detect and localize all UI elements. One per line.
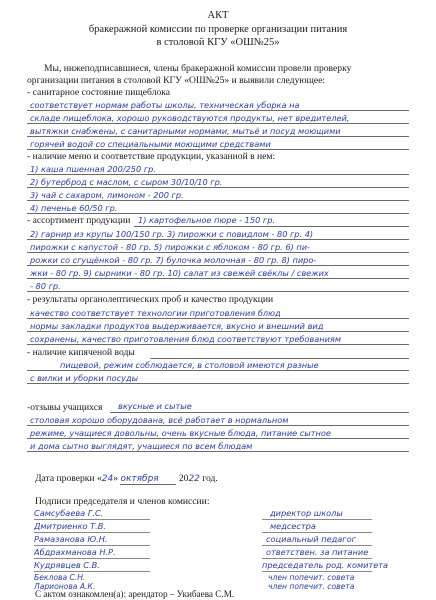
handwritten-line: и дома сытно выглядят, учащиеся по всем блюдам: [30, 441, 253, 451]
document-subtitle: бракеражной комиссии по проверке организации питания: [88, 24, 348, 35]
signature-name: Дмитриенко Т.В.: [34, 521, 106, 531]
handwritten-line: сохранены, качество приготовления блюд соответствуют требованиям: [30, 334, 342, 344]
signature-line: [34, 532, 150, 533]
rule: [27, 425, 409, 426]
handwritten-line: пищевой, режим соблюдается, в столовой имеются разные: [60, 360, 319, 370]
rule: [27, 239, 409, 240]
handwritten-line: жки - 80 гр. 9) сырники - 80 гр. 10) салат из свежей свёклы / свежих: [30, 268, 329, 278]
handwritten-line: соответствует нормам работы школы, техническая уборка на: [30, 100, 300, 110]
handwritten-line: 1) каша пшенная 200/250 гр.: [30, 164, 156, 174]
rule: [110, 412, 409, 413]
date-day: 24: [101, 474, 114, 484]
rule: [27, 318, 409, 319]
signature-role: председатель род. комитета: [262, 560, 389, 570]
signature-line: [262, 532, 372, 533]
rule: [150, 358, 409, 359]
signature-name: Самсубаева Г.С.: [34, 508, 104, 518]
signature-line: [34, 571, 150, 572]
rule: [27, 370, 409, 371]
signature-name: Кудрявцев С.В.: [34, 560, 100, 570]
sanitary-label: - санитарное состояние пищеблока: [27, 87, 171, 98]
rule: [27, 187, 409, 188]
rule: [27, 149, 409, 150]
rule: [27, 200, 409, 201]
handwritten-line: режиме, учащиеся довольны, очень вкусные блюда, питание сытное: [30, 428, 331, 438]
acknowledged-line: С актом ознакомлен(а): арендатор – Укибаева С.М.: [35, 589, 235, 599]
handwritten-line: столовая хорошо оборудована, всё работает в нормальном: [30, 415, 289, 425]
results-label: - результаты органолептических проб и качество продукции: [27, 294, 274, 305]
rule: [27, 123, 409, 124]
handwritten-line: горячей водой со специальными моющими средствами: [30, 139, 271, 149]
signature-line: [262, 519, 372, 520]
handwritten-line: пирожки с капустой - 80 гр. 5) пирожки с яблоком - 80 гр. 6) пи-: [30, 242, 310, 252]
document-subtitle-location: в столовой КГУ «ОШ№25»: [156, 37, 280, 48]
menu-label: - наличие меню и соответствие продукции, указанной в нем:: [27, 151, 276, 162]
date-label: Дата проверки «: [35, 473, 102, 484]
handwritten-line: рожки со сгущёнкой - 80 гр. 7) булочка молочная - 80 гр. 8) пиро-: [30, 255, 317, 265]
intro-line-1: Мы, нижеподписавшиеся, члены бракеражной комиссии провели проверку: [44, 63, 352, 74]
signature-line: [34, 519, 150, 520]
rule: [27, 291, 409, 292]
signature-line: [262, 571, 372, 572]
signature-name: Рамазанова Ю.Н.: [34, 534, 108, 544]
handwritten-line: 3) чай с сахаром, лимоном - 200 гр.: [30, 190, 184, 200]
signature-line: [262, 558, 372, 559]
signature-name: Ларионова А.К.: [34, 582, 96, 591]
rule: [134, 226, 409, 227]
date-year-prefix: 20: [178, 473, 189, 484]
handwritten-line: 2) гарнир из крупы 100/150 гр. 3) пирожки с повидлом - 80 гр. 4): [30, 229, 314, 239]
rule: [27, 265, 409, 266]
reviews-label: -отзывы учащихся: [27, 402, 103, 413]
handwritten-line: с вилки и уборки посуды: [30, 373, 139, 383]
rule: [27, 110, 409, 111]
handwritten-line: вытяжки снабжены, с санитарными нормами, мытьё и посуд моющими: [30, 126, 341, 136]
handwritten-line: - 80 гр.: [30, 281, 61, 291]
signature-role: член попечит. совета: [268, 582, 355, 591]
signature-name: Беклова С.Н.: [34, 573, 86, 582]
rule: [27, 278, 409, 279]
rule: [27, 344, 409, 345]
rule: [27, 174, 409, 175]
handwritten-line: 1) картофельное пюре - 150 гр.: [138, 215, 276, 225]
signature-role: медсестра: [270, 521, 316, 531]
rule: [27, 136, 409, 137]
rule: [27, 213, 409, 214]
signature-line: [262, 545, 372, 546]
handwritten-line: 4) печенье 60/50 гр.: [30, 203, 118, 213]
rule: [27, 331, 409, 332]
intro-line-2: организации питания в столовой КГУ «ОШ№25» и выявили следующее:: [27, 75, 326, 86]
rule: [27, 451, 409, 452]
signatures-heading: Подписи председателя и членов комиссии:: [35, 496, 210, 507]
handwritten-line: складе пищеблока, хорошо руководствуются продукты, нет вредителей,: [30, 113, 350, 123]
handwritten-line: вкусные и сытые: [118, 401, 192, 411]
date-row: [35, 473, 218, 485]
water-label: - наличие кипяченой воды: [27, 347, 135, 358]
handwritten-line: нормы закладки продуктов выдерживается, вкусно и внешний вид: [30, 321, 324, 331]
assortment-label: - ассортимент продукции: [27, 215, 131, 226]
rule: [27, 438, 409, 439]
signature-role: социальный педагог: [266, 534, 356, 544]
date-month: октября: [120, 474, 176, 485]
date-sep: »: [113, 473, 119, 484]
signature-name: Абдрахманова Н.Р.: [34, 547, 116, 557]
handwritten-line: качество соответствует технологии приготовления блюд: [30, 308, 281, 318]
signature-role: директор школы: [270, 508, 343, 518]
rule: [27, 252, 409, 253]
date-year-suffix: 22: [188, 474, 200, 484]
signature-role: ответствен. за питание: [266, 547, 369, 557]
signature-role: член попечит. совета: [268, 573, 355, 582]
signature-line: [34, 558, 150, 559]
date-year-end: год.: [202, 473, 218, 484]
handwritten-line: 2) бутерброд с маслом, с сыром 30/10/10 гр.: [30, 177, 223, 187]
signature-line: [34, 545, 150, 546]
rule: [27, 383, 409, 384]
document-title: АКТ: [207, 10, 229, 21]
